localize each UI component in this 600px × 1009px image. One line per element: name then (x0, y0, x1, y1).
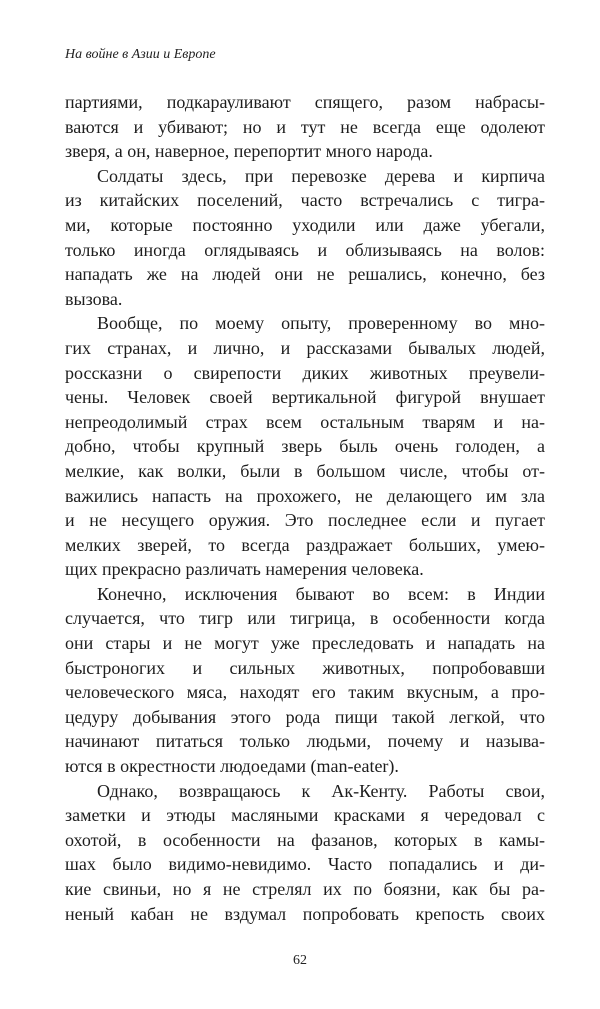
text-line: быстроногих и сильных животных, попробовавши (65, 657, 545, 678)
paragraph (65, 311, 545, 582)
text-line: они стары и не могут уже преследовать и нападать на (65, 633, 545, 654)
running-head: На войне в Азии и Европе (65, 47, 216, 62)
text-line: заметки и этюды масляными красками я чередовал с (65, 805, 545, 826)
text-line: Однако, возвращаюсь к Ак-Кенту. Работы свои, (97, 780, 545, 801)
text-line: цедуру добывания этого рода пищи такой легкой, что (65, 706, 545, 727)
text-line: Вообще, по моему опыту, проверенному во мно- (97, 313, 545, 334)
text-line: нападать же на людей они не решались, конечно, без (65, 264, 545, 285)
text-line: мелких зверей, то всегда раздражает больших, умею- (65, 534, 545, 555)
text-line: партиями, подкарауливают спящего, разом набрасы- (65, 92, 545, 112)
text-line: непреодолимый страх всем остальным тварям и на- (65, 411, 545, 432)
text-line: Конечно, исключения бывают во всем: в Индии (97, 583, 545, 604)
text-line: начинают питаться только людьми, почему и называ- (65, 731, 545, 752)
text-line: щих прекрасно различать намерения человека. (65, 559, 424, 580)
text-line: только иногда оглядываясь и облизываясь на волов: (65, 239, 545, 260)
text-line: охотой, в особенности на фазанов, которых в камы- (65, 829, 545, 850)
paragraph (65, 90, 545, 164)
text-line: гих странах, и лично, и рассказами бывалых людей, (65, 337, 545, 358)
text-line: ются в окрестности людоедами (man-eater). (65, 756, 399, 777)
text-line: мелкие, как волки, были в большом числе, чтобы от- (65, 460, 545, 481)
paragraph (65, 779, 545, 927)
text-line: из китайских поселений, часто встречались с тигра- (65, 190, 545, 211)
text-line: важились напасть на прохожего, не делающего им зла (65, 485, 545, 506)
paragraph (65, 164, 545, 312)
text-line: Солдаты здесь, при перевозке дерева и кирпича (97, 165, 545, 186)
text-line: добно, чтобы крупный зверь быль очень голоден, а (65, 436, 545, 457)
text-line: зверя, а он, наверное, перепортит много народа. (65, 141, 433, 162)
text-line: ваются и убивают; но и тут не всегда еще одолеют (65, 116, 545, 137)
text-line: и не несущего оружия. Это последнее если и пугает (65, 510, 545, 531)
text-line: кие свиньи, но я не стрелял их по боязни, как бы ра- (65, 879, 545, 899)
text-line: шах было видимо-невидимо. Часто попадались и ди- (65, 854, 545, 875)
text-line: россказни о свирепости диких животных преувели- (65, 362, 545, 383)
text-line: чены. Человек своей вертикальной фигурой внушает (65, 387, 545, 408)
text-line: вызова. (65, 288, 123, 309)
page-number: 62 (293, 953, 307, 968)
body-text (65, 90, 545, 926)
text-line: человеческого мяса, находят его таким вкусным, а про- (65, 682, 545, 703)
paragraph (65, 582, 545, 779)
text-line: неный кабан не вздумал попробовать крепость своих (65, 903, 545, 924)
text-line: ми, которые постоянно уходили или даже убегали, (65, 214, 545, 235)
text-line: случается, что тигр или тигрица, в особенности когда (65, 608, 545, 629)
